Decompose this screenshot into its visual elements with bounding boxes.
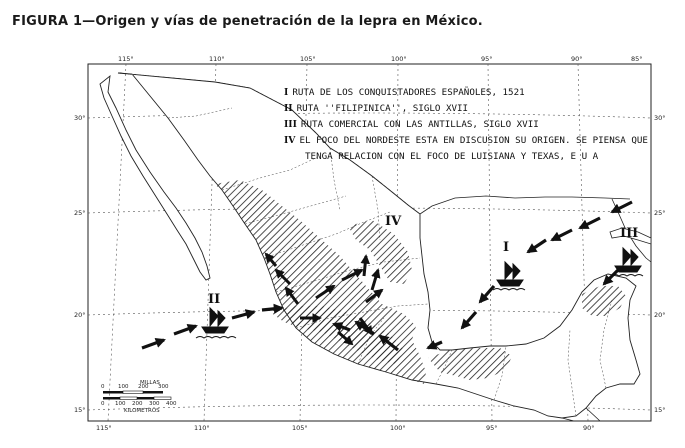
ship-icon-I [493, 262, 525, 290]
focus-label-IV: IV [385, 214, 402, 229]
route-II-arrow [174, 326, 196, 334]
scale-km-value: 200 [132, 401, 143, 407]
legend-item-III [284, 117, 648, 133]
route-I-arrow [612, 202, 632, 212]
legend-text: RUTA COMERCIAL CON LAS ANTILLAS, SIGLO XVII [300, 119, 539, 130]
scale-miles-value: 200 [138, 384, 149, 390]
scale-miles-value: 0 [101, 384, 105, 390]
route-II-arrow [232, 312, 254, 318]
tick-top: 90° [571, 55, 583, 63]
route-I-arrow [528, 240, 546, 252]
tick-top: 95° [481, 55, 493, 63]
ship-icon-II [196, 308, 236, 338]
figure-title: FIGURA 1—Origen y vías de penetración de la lepra en México. [12, 14, 483, 29]
legend-numeral: III [284, 119, 297, 130]
tick-top: 105° [300, 55, 316, 63]
scale-km-value: 0 [101, 401, 105, 407]
legend-numeral: IV [284, 135, 296, 146]
legend-text: EL FOCO DEL NORDESTE ESTA EN DISCUSION SU ORIGEN. SE PIENSA QUE [299, 135, 648, 146]
tick-right: 25° [654, 209, 666, 217]
tick-bottom: 100° [390, 424, 406, 432]
legend-item-II [284, 101, 648, 117]
tick-bottom: 115° [96, 424, 112, 432]
legend [284, 85, 648, 165]
scale-km-value: 400 [166, 401, 177, 407]
route-I-arrow [580, 218, 600, 228]
scale-miles-value: 100 [118, 384, 129, 390]
route-I-arrow [552, 230, 572, 240]
tick-left: 30° [74, 114, 86, 122]
tick-left: 25° [74, 209, 86, 217]
tick-top: 100° [391, 55, 407, 63]
tick-right: 30° [654, 114, 666, 122]
tick-bottom: 90° [583, 424, 595, 432]
tick-bottom: 105° [292, 424, 308, 432]
legend-numeral: I [284, 87, 289, 98]
tick-top: 115° [118, 55, 134, 63]
tick-left: 20° [74, 311, 86, 319]
legend-item-IV [284, 133, 648, 149]
scale-miles-label: MILLAS [140, 380, 160, 386]
tick-top: 110° [209, 55, 225, 63]
tick-right: 20° [654, 311, 666, 319]
tick-bottom: 95° [486, 424, 498, 432]
scale-miles-value: 300 [158, 384, 169, 390]
route-label-III: III [620, 226, 639, 241]
legend-item-I [284, 85, 648, 101]
route-I-arrow [480, 286, 494, 302]
route-label-II: II [208, 292, 221, 307]
route-label-I: I [503, 240, 510, 255]
tick-left: 15° [74, 406, 86, 414]
tick-bottom: 110° [194, 424, 210, 432]
inland-arrow [364, 256, 366, 276]
route-II-arrow [142, 340, 164, 348]
route-II-arrow [262, 308, 282, 310]
scale-km-label: KILOMETROS [124, 408, 160, 414]
tick-right: 15° [654, 406, 666, 414]
legend-text: RUTA ''FILIPINICA'', SIGLO XVII [296, 103, 469, 114]
legend-item-IV-continuation: TENGA RELACION CON EL FOCO DE LUISIANA Y TEXAS, E U A [305, 151, 599, 162]
scale-km-value: 300 [149, 401, 160, 407]
legend-text: RUTA DE LOS CONQUISTADORES ESPAÑOLES, 1521 [292, 87, 525, 98]
legend-numeral: II [284, 103, 293, 114]
scale-km-value: 100 [115, 401, 126, 407]
tick-top: 85° [631, 55, 643, 63]
route-I-arrow [462, 312, 476, 328]
scale-bar [103, 391, 171, 400]
